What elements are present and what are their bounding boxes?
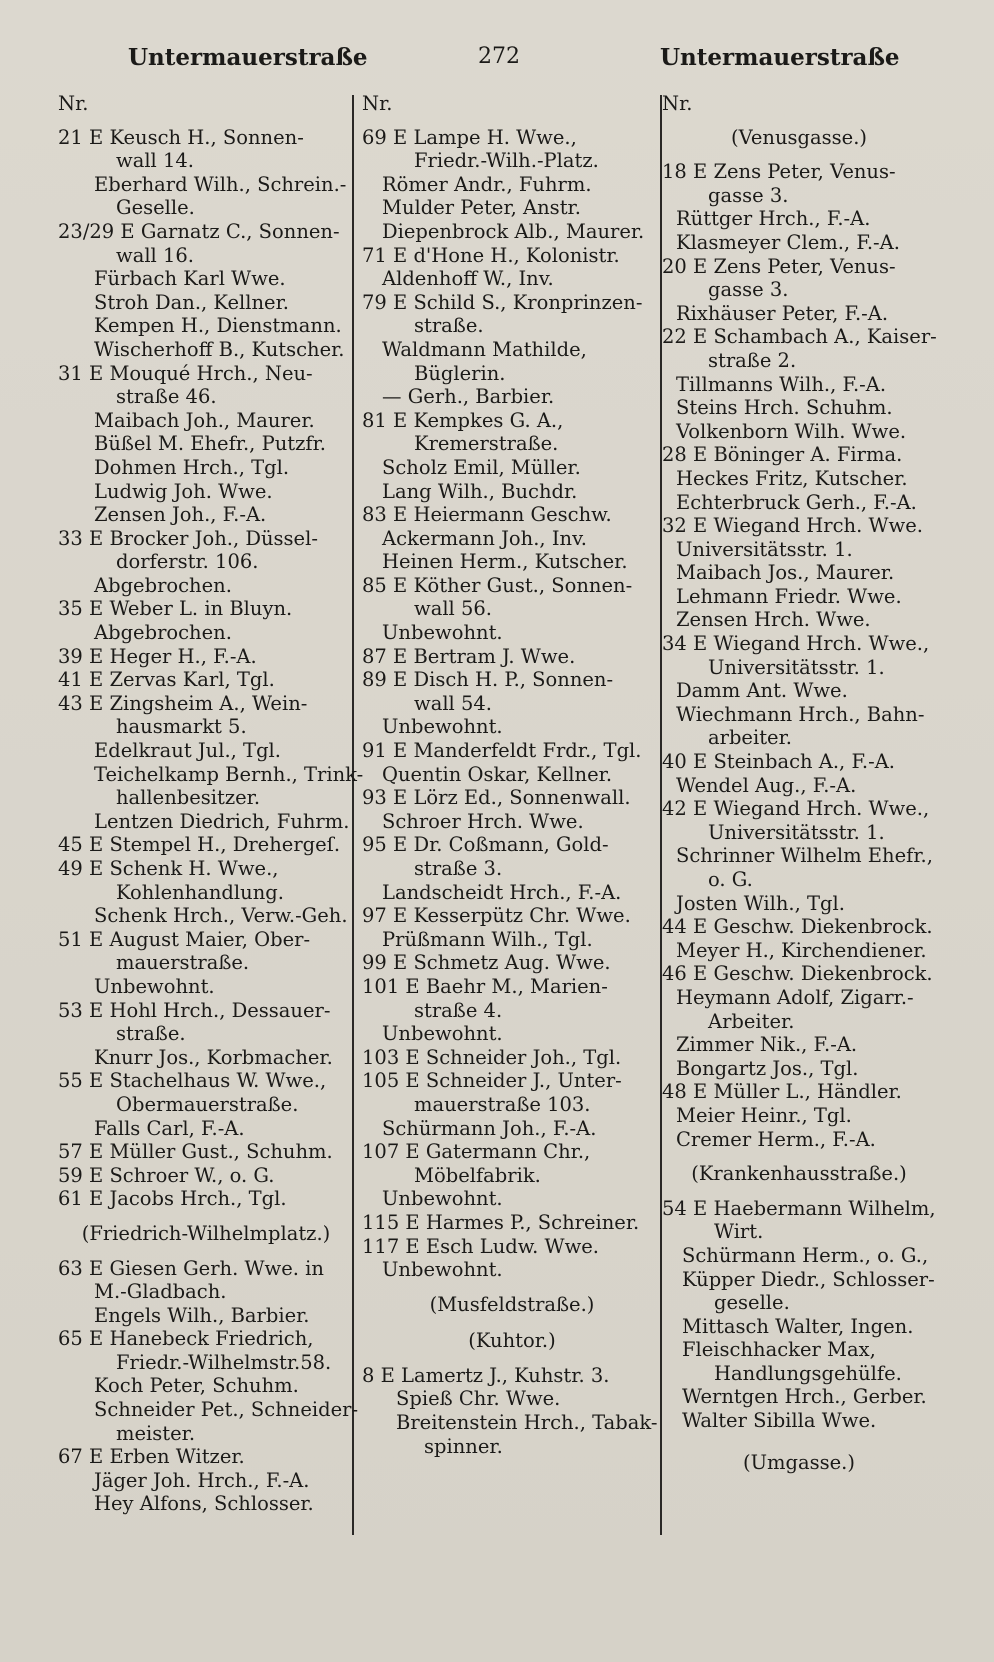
directory-line: Damm Ant. Wwe. bbox=[676, 679, 848, 703]
directory-line: 91 E Manderfeldt Frdr., Tgl. bbox=[362, 739, 642, 763]
directory-line: 85 E Köther Gust., Sonnen- bbox=[362, 573, 633, 597]
directory-line: Möbelfabrik. bbox=[414, 1163, 541, 1187]
directory-line: Schrinner Wilhelm Ehefr., bbox=[676, 844, 933, 868]
directory-line: Lentzen Diedrich, Fuhrm. bbox=[94, 809, 350, 833]
directory-line: Mulder Peter, Anstr. bbox=[382, 196, 581, 220]
directory-line: Kremerstraße. bbox=[414, 432, 559, 456]
directory-line: 8 E Lamertz J., Kuhstr. 3. bbox=[362, 1363, 610, 1387]
directory-line: Wirt. bbox=[714, 1220, 764, 1244]
directory-line: 55 E Stachelhaus W. Wwe., bbox=[58, 1069, 327, 1093]
directory-line: straße. bbox=[116, 1022, 186, 1046]
directory-line: meister. bbox=[116, 1421, 196, 1445]
directory-line: o. G. bbox=[708, 868, 753, 891]
directory-line: 43 E Zingsheim A., Wein- bbox=[58, 691, 308, 715]
section-venusgasse: (Venusgasse.) bbox=[730, 125, 868, 149]
col3-nr-label: Nr. bbox=[662, 92, 693, 115]
directory-line: gasse 3. bbox=[708, 183, 789, 207]
directory-line: Walter Sibilla Wwe. bbox=[682, 1409, 877, 1433]
directory-line: wall 14. bbox=[116, 149, 194, 173]
directory-line: — Gerh., Barbier. bbox=[382, 385, 555, 409]
directory-line: Klasmeyer Clem., F.-A. bbox=[676, 230, 900, 254]
directory-line: Scholz Emil, Müller. bbox=[382, 455, 581, 479]
directory-line: Breitenstein Hrch., Tabak- bbox=[396, 1411, 658, 1435]
directory-line: Spieß Chr. Wwe. bbox=[396, 1387, 561, 1411]
col2-entries bbox=[362, 126, 662, 1282]
directory-line: Universitätsstr. 1. bbox=[708, 820, 885, 844]
directory-line: Schürmann Joh., F.-A. bbox=[382, 1116, 597, 1140]
directory-line: Obermauerstraße. bbox=[116, 1092, 299, 1116]
directory-line: 105 E Schneider J., Unter- bbox=[362, 1069, 622, 1093]
directory-line: 39 E Heger H., F.-A. bbox=[58, 644, 257, 668]
directory-line: Rixhäuser Peter, F.-A. bbox=[676, 301, 889, 325]
directory-line: Handlungsgehülfe. bbox=[714, 1361, 902, 1385]
directory-line: Mittasch Walter, Ingen. bbox=[682, 1314, 914, 1338]
directory-line: Prüßmann Wilh., Tgl. bbox=[382, 927, 593, 951]
col2-nr-label: Nr. bbox=[362, 92, 393, 115]
directory-line: 67 E Erben Witzer. bbox=[58, 1445, 245, 1469]
directory-line: 87 E Bertram J. Wwe. bbox=[362, 644, 576, 668]
directory-line: Engels Wilh., Barbier. bbox=[94, 1303, 310, 1327]
directory-line: 20 E Zens Peter, Venus- bbox=[662, 254, 896, 278]
directory-line: Dohmen Hrch., Tgl. bbox=[94, 455, 290, 479]
directory-line: Bongartz Jos., Tgl. bbox=[676, 1056, 859, 1080]
directory-line: Meier Heinr., Tgl. bbox=[676, 1103, 852, 1127]
directory-line: 51 E August Maier, Ober- bbox=[58, 927, 311, 951]
directory-line: Unbewohnt. bbox=[382, 621, 503, 645]
directory-line: Falls Carl, F.-A. bbox=[94, 1116, 245, 1140]
directory-line: Teichelkamp Bernh., Trink- bbox=[94, 762, 364, 786]
directory-line: Aldenhoff W., Inv. bbox=[382, 267, 554, 291]
directory-line: 31 E Mouqué Hrch., Neu- bbox=[58, 361, 313, 385]
directory-line: Unbewohnt. bbox=[94, 974, 215, 998]
directory-line: Schroer Hrch. Wwe. bbox=[382, 809, 584, 833]
directory-line: Maibach Jos., Maurer. bbox=[676, 561, 895, 585]
directory-line: Arbeiter. bbox=[708, 1009, 795, 1033]
directory-line: Zimmer Nik., F.-A. bbox=[676, 1033, 858, 1057]
column-1 bbox=[58, 92, 364, 1542]
directory-line: 44 E Geschw. Diekenbrock. bbox=[662, 915, 933, 939]
directory-line: 46 E Geschw. Diekenbrock. bbox=[662, 962, 933, 986]
directory-line: Heinen Herm., Kutscher. bbox=[382, 550, 628, 574]
directory-line: 101 E Baehr M., Marien- bbox=[362, 974, 608, 998]
directory-line: 21 E Keusch H., Sonnen- bbox=[58, 125, 304, 149]
directory-line: wall 16. bbox=[116, 243, 194, 267]
directory-line: 99 E Schmetz Aug. Wwe. bbox=[362, 951, 611, 975]
directory-line: Fürbach Karl Wwe. bbox=[94, 267, 286, 291]
directory-line: 42 E Wiegand Hrch. Wwe., bbox=[662, 797, 930, 821]
directory-line: 61 E Jacobs Hrch., Tgl. bbox=[58, 1187, 287, 1211]
directory-line: Unbewohnt. bbox=[382, 1258, 503, 1282]
directory-line: Cremer Herm., F.-A. bbox=[676, 1127, 876, 1151]
directory-line: 22 E Schambach A., Kaiser- bbox=[662, 325, 937, 349]
directory-line: Universitätsstr. 1. bbox=[676, 537, 853, 561]
directory-line: dorferstr. 106. bbox=[116, 550, 259, 574]
header-right-title: Untermauerstraße bbox=[660, 44, 900, 71]
section-friedrich-wilhelmplatz: (Friedrich-Wilhelmplatz.) bbox=[81, 1221, 331, 1245]
col1-entries bbox=[58, 125, 364, 1211]
directory-line: 69 E Lampe H. Wwe., bbox=[362, 125, 577, 149]
directory-line: 48 E Müller L., Händler. bbox=[662, 1080, 902, 1104]
directory-line: wall 56. bbox=[414, 597, 492, 621]
directory-line: hallenbesitzer. bbox=[116, 786, 261, 810]
directory-line: 107 E Gatermann Chr., bbox=[362, 1140, 591, 1164]
directory-line: gasse 3. bbox=[708, 278, 789, 302]
directory-line: Rüttger Hrch., F.-A. bbox=[676, 207, 871, 231]
col1-nr-label: Nr. bbox=[58, 92, 89, 115]
col3-entries bbox=[662, 160, 936, 1151]
directory-line: 34 E Wiegand Hrch. Wwe., bbox=[662, 632, 930, 656]
directory-line: 35 E Weber L. in Bluyn. bbox=[58, 597, 293, 621]
directory-line: Lang Wilh., Buchdr. bbox=[382, 479, 578, 503]
page-number: 272 bbox=[478, 44, 520, 69]
directory-line: Büßel M. Ehefr., Putzfr. bbox=[94, 432, 326, 456]
directory-line: Unbewohnt. bbox=[382, 1022, 503, 1046]
directory-line: 54 E Haebermann Wilhelm, bbox=[662, 1196, 936, 1220]
directory-line: 59 E Schroer W., o. G. bbox=[58, 1163, 275, 1187]
directory-line: Stroh Dan., Kellner. bbox=[94, 290, 289, 314]
directory-line: 117 E Esch Ludw. Wwe. bbox=[362, 1234, 600, 1258]
directory-line: Lehmann Friedr. Wwe. bbox=[676, 584, 902, 608]
directory-line: Kohlenhandlung. bbox=[116, 880, 284, 904]
col1-entries-2 bbox=[58, 1256, 359, 1517]
directory-line: hausmarkt 5. bbox=[116, 715, 247, 739]
directory-line: Büglerin. bbox=[414, 361, 506, 385]
directory-line: Römer Andr., Fuhrm. bbox=[382, 172, 592, 196]
directory-line: M.-Gladbach. bbox=[94, 1280, 227, 1304]
directory-line: Waldmann Mathilde, bbox=[382, 337, 587, 361]
directory-line: mauerstraße 103. bbox=[414, 1092, 591, 1116]
directory-line: Fleischhacker Max, bbox=[682, 1338, 876, 1362]
directory-line: 63 E Giesen Gerh. Wwe. in bbox=[58, 1256, 324, 1280]
header-left-title: Untermauerstraße bbox=[128, 44, 368, 71]
directory-line: 32 E Wiegand Hrch. Wwe. bbox=[662, 514, 923, 538]
directory-line: straße 46. bbox=[116, 385, 217, 409]
directory-line: geselle. bbox=[714, 1291, 790, 1315]
directory-line: Abgebrochen. bbox=[94, 621, 232, 645]
directory-line: Kempen H., Dienstmann. bbox=[94, 314, 342, 338]
section-kuhtor: (Kuhtor.) bbox=[468, 1329, 556, 1353]
directory-line: Josten Wilh., Tgl. bbox=[676, 891, 845, 915]
directory-line: Edelkraut Jul., Tgl. bbox=[94, 739, 281, 763]
directory-line: Wiechmann Hrch., Bahn- bbox=[676, 702, 925, 726]
directory-line: mauerstraße. bbox=[116, 951, 250, 975]
directory-line: 65 E Hanebeck Friedrich, bbox=[58, 1327, 314, 1351]
directory-line: 41 E Zervas Karl, Tgl. bbox=[58, 668, 275, 692]
directory-line: Heckes Fritz, Kutscher. bbox=[676, 466, 908, 490]
directory-line: Geselle. bbox=[116, 196, 195, 220]
directory-line: straße 2. bbox=[708, 348, 797, 372]
directory-line: straße. bbox=[414, 314, 484, 338]
section-krankenhausstrasse: (Krankenhausstraße.) bbox=[691, 1162, 907, 1186]
directory-line: 49 E Schenk H. Wwe., bbox=[58, 857, 279, 880]
directory-line: 103 E Schneider Joh., Tgl. bbox=[362, 1045, 622, 1069]
directory-line: 33 E Brocker Joh., Düssel- bbox=[58, 526, 318, 550]
directory-line: 57 E Müller Gust., Schuhm. bbox=[58, 1140, 333, 1164]
column-2 bbox=[362, 92, 662, 1542]
directory-line: Echterbruck Gerh., F.-A. bbox=[676, 490, 917, 514]
directory-line: Ludwig Joh. Wwe. bbox=[94, 479, 273, 503]
directory-line: 28 E Böninger A. Firma. bbox=[662, 443, 903, 467]
directory-line: 115 E Harmes P., Schreiner. bbox=[362, 1210, 640, 1234]
directory-line: Zensen Joh., F.-A. bbox=[94, 503, 267, 527]
page-header bbox=[0, 44, 994, 78]
directory-line: 71 E d'Hone H., Kolonistr. bbox=[362, 243, 620, 267]
directory-line: Unbewohnt. bbox=[382, 1187, 503, 1211]
directory-line: Werntgen Hrch., Gerber. bbox=[682, 1385, 927, 1409]
directory-line: Friedr.-Wilh.-Platz. bbox=[414, 149, 599, 173]
directory-line: Maibach Joh., Maurer. bbox=[94, 408, 315, 432]
directory-line: Diepenbrock Alb., Maurer. bbox=[382, 219, 645, 243]
directory-line: Wendel Aug., F.-A. bbox=[676, 773, 857, 797]
directory-line: Koch Peter, Schuhm. bbox=[94, 1374, 299, 1398]
directory-line: Meyer H., Kirchendiener. bbox=[676, 938, 927, 962]
directory-line: arbeiter. bbox=[708, 726, 792, 750]
section-musfeldstrasse: (Musfeldstraße.) bbox=[429, 1292, 595, 1316]
directory-line: 95 E Dr. Coßmann, Gold- bbox=[362, 833, 609, 857]
directory-line: 18 E Zens Peter, Venus- bbox=[662, 160, 896, 184]
directory-line: Volkenborn Wilh. Wwe. bbox=[676, 419, 907, 443]
directory-line: Abgebrochen. bbox=[94, 573, 232, 597]
directory-line: 53 E Hohl Hrch., Dessauer- bbox=[58, 998, 331, 1022]
directory-line: Ackermann Joh., Inv. bbox=[382, 526, 587, 550]
section-umgasse: (Umgasse.) bbox=[742, 1450, 855, 1474]
col2-entries-2 bbox=[362, 1364, 662, 1458]
directory-line: Friedr.-Wilhelmstr.58. bbox=[116, 1350, 332, 1374]
directory-line: 97 E Kesserpütz Chr. Wwe. bbox=[362, 904, 631, 928]
column-3 bbox=[662, 92, 936, 1542]
directory-line: 93 E Lörz Ed., Sonnenwall. bbox=[362, 786, 631, 810]
directory-line: Wischerhoff B., Kutscher. bbox=[94, 337, 345, 361]
directory-line: Hey Alfons, Schlosser. bbox=[94, 1492, 314, 1516]
directory-line: Quentin Oskar, Kellner. bbox=[382, 762, 613, 786]
directory-line: Eberhard Wilh., Schrein.- bbox=[94, 172, 347, 196]
directory-line: straße 3. bbox=[414, 857, 503, 880]
directory-line: Universitätsstr. 1. bbox=[708, 655, 885, 679]
directory-line: 89 E Disch H. P., Sonnen- bbox=[362, 668, 614, 692]
directory-line: Schneider Pet., Schneider- bbox=[94, 1398, 359, 1422]
directory-line: 23/29 E Garnatz C., Sonnen- bbox=[58, 219, 340, 243]
directory-line: Heymann Adolf, Zigarr.- bbox=[676, 985, 914, 1009]
directory-line: 79 E Schild S., Kronprinzen- bbox=[362, 290, 643, 314]
directory-line: Unbewohnt. bbox=[382, 715, 503, 739]
directory-line: Jäger Joh. Hrch., F.-A. bbox=[94, 1468, 310, 1492]
directory-line: Schenk Hrch., Verw.-Geh. bbox=[94, 904, 348, 928]
directory-line: Schürmann Herm., o. G., bbox=[682, 1243, 929, 1267]
directory-line: Landscheidt Hrch., F.-A. bbox=[382, 880, 622, 904]
col3-entries-2 bbox=[662, 1197, 936, 1433]
directory-line: 45 E Stempel H., Drehergeſ. bbox=[58, 833, 341, 857]
directory-line: Zensen Hrch. Wwe. bbox=[676, 608, 871, 632]
directory-line: Küpper Diedr., Schlosser- bbox=[682, 1267, 935, 1291]
directory-line: wall 54. bbox=[414, 691, 492, 715]
directory-line: 40 E Steinbach A., F.-A. bbox=[662, 750, 896, 774]
directory-line: 83 E Heiermann Geschw. bbox=[362, 503, 612, 527]
directory-line: Knurr Jos., Korbmacher. bbox=[94, 1045, 333, 1069]
directory-line: Steins Hrch. Schuhm. bbox=[676, 396, 893, 420]
directory-line: Tillmanns Wilh., F.-A. bbox=[676, 372, 887, 396]
directory-line: 81 E Kempkes G. A., bbox=[362, 408, 564, 432]
directory-line: straße 4. bbox=[414, 998, 503, 1022]
directory-line: spinner. bbox=[424, 1434, 503, 1458]
